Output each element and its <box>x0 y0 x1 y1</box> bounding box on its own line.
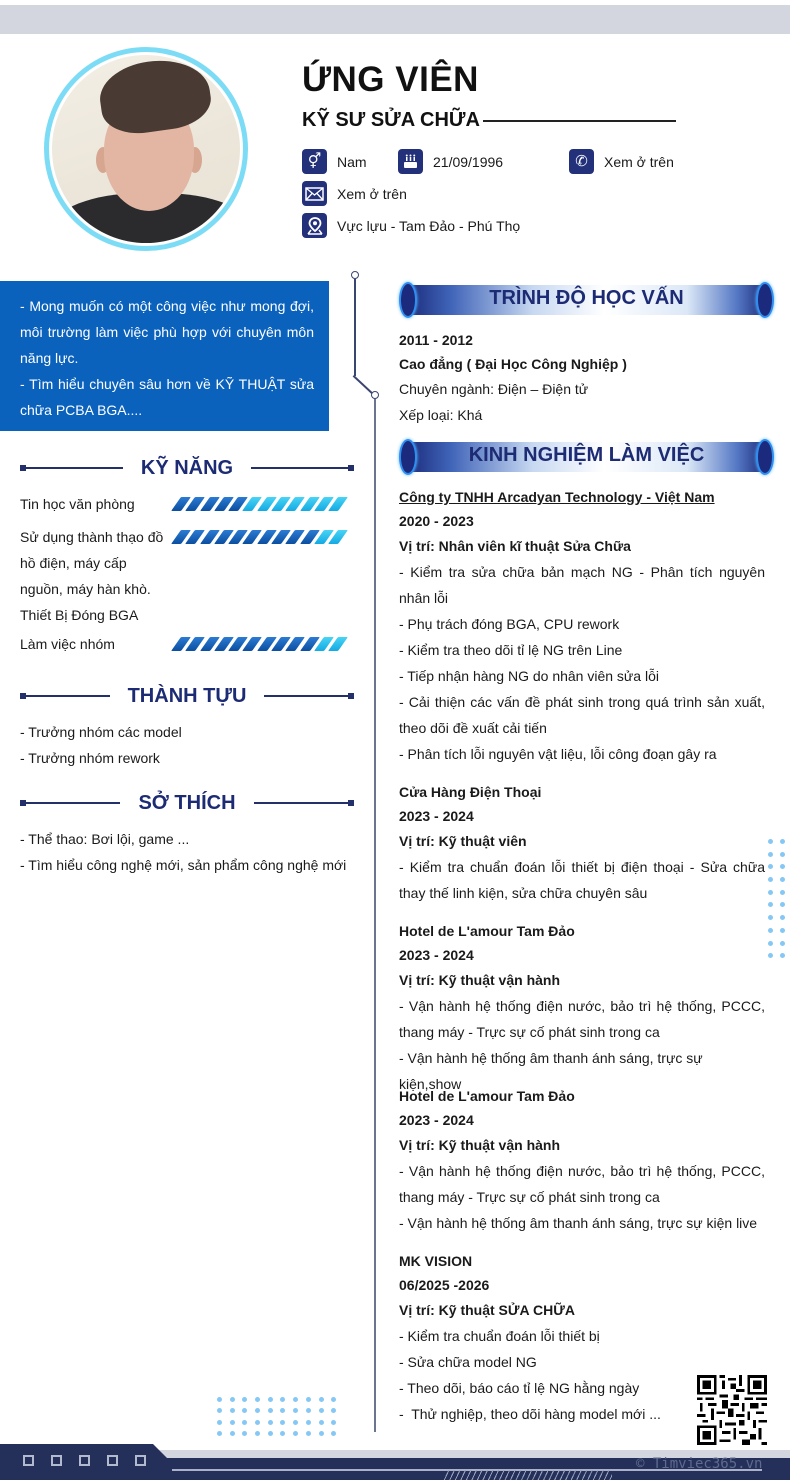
copyright-text[interactable]: © Timviec365.vn <box>636 1456 763 1472</box>
footer-hatch-decor <box>444 1470 612 1480</box>
footer-square-icon <box>79 1455 90 1466</box>
job-duty: - Kiểm tra sửa chữa bản mạch NG - Phân tích nguyên nhân lỗi <box>399 564 765 606</box>
title-divider <box>483 120 676 122</box>
list-item: - Trưởng nhóm các model <box>20 724 182 740</box>
info-birthday <box>398 149 503 174</box>
list-item: - Trưởng nhóm rework <box>20 750 160 766</box>
decor-dots-bottom <box>217 1397 336 1436</box>
footer-square-icon <box>135 1455 146 1466</box>
footer-square-icon <box>51 1455 62 1466</box>
footer-square-icon <box>23 1455 34 1466</box>
job-duty: - Cải thiện các vấn đề phát sinh trong quá trình sản xuất, theo dõi đề xuất cải tiến <box>399 694 765 736</box>
birthday-value: 21/09/1996 <box>433 153 504 170</box>
job-position: Vị trí: Kỹ thuật SỬA CHỮA <box>399 1302 575 1318</box>
job-period: 2023 - 2024 <box>399 808 474 824</box>
job-duty: - Vận hành hệ thống âm thanh ánh sáng, trực sự kiện live <box>399 1215 758 1231</box>
candidate-name: ỨNG VIÊN <box>302 60 479 99</box>
avatar-photo <box>52 55 240 243</box>
job-position: Vị trí: Kỹ thuật vận hành <box>399 972 561 988</box>
job-company: Cửa Hàng Điện Thoại <box>399 784 542 800</box>
decor-dots-right <box>768 839 785 958</box>
skills-heading: KỸ NĂNG <box>20 456 354 480</box>
skill-label: Tin học văn phòng <box>20 496 135 512</box>
achievements-list <box>20 719 182 771</box>
job-duty: - Tiếp nhận hàng NG do nhân viên sửa lỗi <box>399 668 659 684</box>
skill-label: Làm việc nhóm <box>20 636 115 652</box>
job-company: Công ty TNHH Arcadyan Technology - Việt Nam <box>399 489 715 505</box>
job-period: 2020 - 2023 <box>399 513 474 529</box>
job-title: KỸ SƯ SỬA CHỮA <box>302 109 480 131</box>
education-heading: TRÌNH ĐỘ HỌC VẤN <box>399 282 774 318</box>
info-gender <box>302 149 367 174</box>
job-company: Hotel de L'amour Tam Đảo <box>399 923 575 939</box>
skill-label: Sử dụng thành thạo đồ hồ điện, máy cấp nguồn, máy hàn khò. Thiết Bị Đóng BGA <box>20 529 164 623</box>
job-period: 2023 - 2024 <box>399 947 474 963</box>
timeline-node <box>351 271 359 279</box>
mail-icon <box>302 181 327 206</box>
info-phone <box>569 149 674 174</box>
job-duty: - Theo dõi, báo cáo tỉ lệ NG hằng ngày <box>399 1380 640 1396</box>
objective-line: - Tìm hiểu chuyên sâu hơn về KỸ THUẬT sửa chữa PCBA BGA.... <box>20 376 314 418</box>
address-value: Vực lựu - Tam Đảo - Phú Thọ <box>337 217 521 234</box>
education-school: Cao đẳng ( Đại Học Công Nghiệp ) <box>399 356 627 372</box>
job-duty: - Vận hành hệ thống điện nước, bảo trì hệ thống, PCCC, thang máy - Trực sự cố phát sinh trong ca <box>399 998 765 1040</box>
job-company: MK VISION <box>399 1253 473 1269</box>
objective-line: - Mong muốn có một công việc như mong đợi, môi trường làm việc phù hợp với chuyên môn năng lực. <box>20 298 314 366</box>
hobbies-list <box>20 826 346 878</box>
career-objective <box>0 281 329 431</box>
education-period: 2011 - 2012 <box>399 332 473 348</box>
job-company: Hotel de L'amour Tam Đảo <box>399 1088 575 1104</box>
job-position: Vị trí: Kỹ thuật vận hành <box>399 1137 561 1153</box>
footer-square-icon <box>107 1455 118 1466</box>
skill-level-bar <box>176 497 348 511</box>
job-duty: - Kiểm tra chuẩn đoán lỗi thiết bị điện thoại - Sửa chữa thay thế linh kiện, sửa chữa chuyên sâu <box>399 859 765 901</box>
achievements-heading: THÀNH TỰU <box>20 684 354 708</box>
qr-code <box>697 1375 767 1445</box>
phone-icon: ✆ <box>569 149 594 174</box>
location-pin-icon <box>302 213 327 238</box>
skill-level-bar <box>176 530 348 544</box>
list-item: - Thể thao: Bơi lội, game ... <box>20 831 190 847</box>
gender-value: Nam <box>337 153 367 170</box>
timeline-line <box>374 399 376 1432</box>
education-major: Chuyên ngành: Điện – Điện tử <box>399 381 589 397</box>
education-rank: Xếp loại: Khá <box>399 407 483 423</box>
job-duty: - Kiểm tra chuẩn đoán lỗi thiết bị <box>399 1328 600 1344</box>
info-email <box>302 181 407 206</box>
experience-heading: KINH NGHIỆM LÀM VIỆC <box>399 439 774 475</box>
email-value[interactable]: Xem ở trên <box>337 185 407 202</box>
birthday-cake-icon <box>398 149 423 174</box>
top-decor-band <box>0 5 790 34</box>
job-duty: - Phụ trách đóng BGA, CPU rework <box>399 616 620 632</box>
timeline-node <box>371 391 379 399</box>
phone-value[interactable]: Xem ở trên <box>604 153 674 170</box>
job-duty: - Vận hành hệ thống âm thanh ánh sáng, trực sự kiện,show <box>399 1050 703 1092</box>
gender-icon: ⚥ <box>302 149 327 174</box>
job-duty: - Vận hành hệ thống điện nước, bảo trì hệ thống, PCCC, thang máy - Trực sự cố phát sinh trong ca <box>399 1163 765 1205</box>
job-duty: - Phân tích lỗi nguyên vật liệu, lỗi công đoạn gây ra <box>399 746 717 762</box>
skill-level-bar <box>176 637 348 651</box>
avatar <box>44 47 248 251</box>
job-period: 06/2025 -2026 <box>399 1277 490 1293</box>
job-position: Vị trí: Nhân viên kĩ thuật Sửa Chữa <box>399 538 631 554</box>
job-duty: - Sửa chữa model NG <box>399 1354 537 1370</box>
job-duty: - Thử nghiệp, theo dõi hàng model mới ... <box>399 1406 661 1422</box>
job-period: 2023 - 2024 <box>399 1112 474 1128</box>
hobbies-heading: SỞ THÍCH <box>20 791 354 815</box>
timeline-line <box>354 279 356 376</box>
list-item: - Tìm hiểu công nghệ mới, sản phẩm công nghệ mới <box>20 857 347 873</box>
job-duty: - Kiểm tra theo dõi tỉ lệ NG trên Line <box>399 642 623 658</box>
job-position: Vị trí: Kỹ thuật viên <box>399 833 527 849</box>
info-address <box>302 213 520 238</box>
